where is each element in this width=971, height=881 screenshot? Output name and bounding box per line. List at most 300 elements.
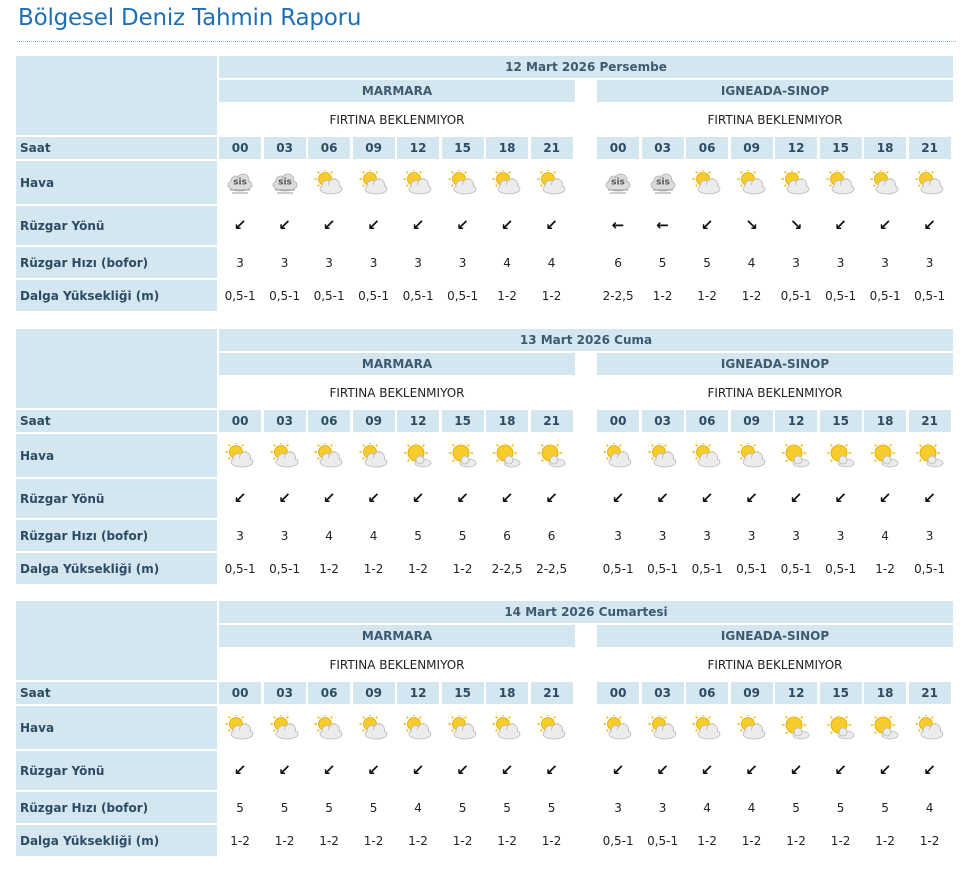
- wind-speed-value: 4: [881, 528, 889, 543]
- sw-arrow-icon: ↙: [322, 489, 336, 507]
- wind-speed-value: 5: [547, 800, 556, 815]
- row-label-spacer: [16, 329, 217, 408]
- wind-direction-cell: [909, 206, 951, 245]
- page-title: Bölgesel Deniz Tahmin Raporu: [18, 5, 362, 31]
- hour-header: 09: [353, 410, 395, 432]
- row-label-spacer: [16, 56, 217, 135]
- wave-height-value: 1-2: [875, 561, 895, 576]
- storm-status: FIRTINA BEKLENMIYOR: [597, 649, 953, 680]
- wave-height-value: 0,5-1: [402, 288, 434, 303]
- partly-cloudy-icon: [597, 434, 639, 477]
- wind-direction-cell: [642, 751, 684, 790]
- wind-direction-cell: [820, 751, 862, 790]
- partly-cloudy-icon: [531, 161, 573, 204]
- region-header: IGNEADA-SINOP: [597, 80, 953, 102]
- sw-arrow-icon: ↙: [322, 216, 336, 234]
- partly-cloudy-icon: [486, 706, 528, 749]
- wind-direction-cell: [597, 206, 639, 245]
- wave-height-value: 0,5-1: [224, 288, 256, 303]
- hour-header: 09: [731, 137, 773, 159]
- hour-header: 15: [442, 410, 484, 432]
- wind-speed-value: 3: [792, 255, 800, 270]
- partly-cloudy-icon: [264, 706, 306, 749]
- hour-header: 06: [308, 137, 350, 159]
- day-date-header: 13 Mart 2026 Cuma: [219, 329, 953, 351]
- wave-height-value: 1-2: [741, 288, 762, 303]
- wind-speed-value: 5: [658, 255, 667, 270]
- wind-direction-cell: [353, 206, 395, 245]
- sw-arrow-icon: ↙: [878, 489, 892, 507]
- mostly-sunny-icon: [864, 434, 906, 477]
- partly-cloudy-icon: [486, 161, 528, 204]
- sw-arrow-icon: ↙: [233, 216, 247, 234]
- wind-direction-cell: [820, 479, 862, 518]
- wave-height-value: 1-2: [830, 833, 851, 848]
- sw-arrow-icon: ↙: [456, 489, 469, 507]
- hour-header: 12: [775, 137, 817, 159]
- wind-speed-value: 4: [747, 800, 756, 815]
- label-saat: Saat: [16, 682, 217, 704]
- wave-height-value: 1-2: [697, 288, 717, 303]
- wave-height-value: 1-2: [497, 288, 517, 303]
- label-ruzgar-hizi: Rüzgar Hızı (bofor): [16, 792, 217, 823]
- mostly-sunny-icon: [820, 434, 862, 477]
- wind-speed-value: 4: [925, 800, 934, 815]
- region-header: IGNEADA-SINOP: [597, 353, 953, 375]
- wind-speed-value: 4: [325, 528, 333, 543]
- wave-height-value: 0,5-1: [736, 561, 768, 576]
- wind-direction-cell: [686, 206, 728, 245]
- wind-direction-cell: [864, 206, 906, 245]
- hour-header: 18: [864, 682, 906, 704]
- wind-speed-value: 4: [414, 800, 422, 815]
- wave-height-value: 0,5-1: [647, 561, 679, 576]
- hour-header: 12: [775, 682, 817, 704]
- wind-speed-value: 4: [547, 255, 556, 270]
- partly-cloudy-icon: [531, 706, 573, 749]
- wind-speed-value: 3: [414, 255, 422, 270]
- sw-arrow-icon: ↙: [834, 216, 847, 234]
- wind-speed-value: 6: [503, 528, 511, 543]
- sw-arrow-icon: ↙: [789, 761, 803, 779]
- sw-arrow-icon: ↙: [500, 761, 514, 779]
- partly-cloudy-icon: [731, 434, 773, 477]
- wave-height-value: 1-2: [452, 561, 473, 576]
- wave-height-value: 0,5-1: [869, 288, 901, 303]
- wave-height-value: 0,5-1: [825, 288, 857, 303]
- wave-height-value: 0,5-1: [602, 833, 634, 848]
- sw-arrow-icon: ↙: [411, 761, 425, 779]
- hour-header: 21: [909, 682, 951, 704]
- hour-header: 06: [308, 682, 350, 704]
- fog-icon: [264, 161, 306, 204]
- hour-header: 09: [731, 682, 773, 704]
- sw-arrow-icon: ↙: [411, 489, 425, 507]
- sw-arrow-icon: ↙: [367, 489, 380, 507]
- wind-direction-cell: [442, 206, 484, 245]
- wave-height-value: 2-2,5: [491, 561, 523, 576]
- hour-header: 15: [820, 137, 862, 159]
- hour-header: 18: [486, 137, 528, 159]
- sw-arrow-icon: ↙: [700, 489, 714, 507]
- hour-header: 12: [775, 410, 817, 432]
- hour-header: 00: [597, 137, 639, 159]
- wind-speed-value: 5: [703, 255, 711, 270]
- sw-arrow-icon: ↙: [923, 761, 936, 779]
- wave-height-value: 1-2: [363, 561, 384, 576]
- hour-header: 21: [909, 410, 951, 432]
- wind-direction-cell: [486, 206, 528, 245]
- hour-header: 03: [264, 137, 306, 159]
- hour-header: 03: [264, 682, 306, 704]
- label-hava: Hava: [16, 706, 217, 749]
- hour-header: 15: [442, 137, 484, 159]
- wind-speed-value: 5: [836, 800, 845, 815]
- sw-arrow-icon: ↙: [923, 216, 936, 234]
- sw-arrow-icon: ↙: [456, 761, 469, 779]
- hour-header: 09: [731, 410, 773, 432]
- hour-header: 18: [864, 137, 906, 159]
- wind-speed-value: 5: [792, 800, 800, 815]
- wind-direction-cell: [308, 479, 350, 518]
- sw-arrow-icon: ↙: [367, 216, 380, 234]
- storm-status: FIRTINA BEKLENMIYOR: [219, 649, 575, 680]
- wind-direction-cell: [642, 479, 684, 518]
- label-hava: Hava: [16, 434, 217, 477]
- wind-direction-cell: [531, 751, 573, 790]
- region-header: MARMARA: [219, 353, 575, 375]
- wave-height-value: 1-2: [230, 833, 250, 848]
- wave-height-value: 1-2: [363, 833, 384, 848]
- wave-height-value: 2-2,5: [536, 561, 568, 576]
- partly-cloudy-icon: [219, 434, 261, 477]
- wind-speed-value: 3: [280, 255, 289, 270]
- label-saat: Saat: [16, 137, 217, 159]
- sw-arrow-icon: ↙: [545, 216, 558, 234]
- label-ruzgar-yonu: Rüzgar Yönü: [16, 206, 217, 245]
- wind-direction-cell: [397, 206, 439, 245]
- wind-speed-value: 3: [369, 255, 378, 270]
- wave-height-value: 1-2: [875, 833, 895, 848]
- wave-height-value: 1-2: [274, 833, 295, 848]
- sw-arrow-icon: ↙: [233, 489, 247, 507]
- svg-text:sis: sis: [655, 177, 670, 187]
- wind-direction-cell: [775, 206, 817, 245]
- wind-direction-cell: [442, 751, 484, 790]
- hour-header: 06: [686, 410, 728, 432]
- sw-arrow-icon: ↙: [611, 489, 625, 507]
- label-ruzgar-yonu: Rüzgar Yönü: [16, 751, 217, 790]
- wave-height-value: 1-2: [741, 833, 762, 848]
- storm-status: FIRTINA BEKLENMIYOR: [219, 104, 575, 135]
- sw-arrow-icon: ↙: [545, 489, 558, 507]
- hour-header: 00: [597, 682, 639, 704]
- hour-header: 09: [353, 682, 395, 704]
- svg-text:sis: sis: [611, 177, 625, 187]
- wave-height-value: 1-2: [319, 833, 339, 848]
- hour-header: 06: [686, 137, 728, 159]
- wind-direction-cell: [731, 206, 773, 245]
- mostly-sunny-icon: [531, 434, 573, 477]
- hour-header: 06: [686, 682, 728, 704]
- wave-height-value: 0,5-1: [269, 561, 301, 576]
- wind-direction-cell: [219, 479, 261, 518]
- mostly-sunny-icon: [775, 706, 817, 749]
- sw-arrow-icon: ↙: [278, 489, 291, 507]
- sw-arrow-icon: ↙: [700, 761, 714, 779]
- hour-header: 18: [486, 682, 528, 704]
- wind-speed-value: 4: [747, 255, 756, 270]
- day-date-header: 12 Mart 2026 Persembe: [219, 56, 953, 78]
- wind-direction-cell: [219, 206, 261, 245]
- hour-header: 00: [219, 137, 261, 159]
- label-dalga-yuksekligi: Dalga Yüksekliği (m): [16, 553, 217, 584]
- sw-arrow-icon: ↙: [834, 761, 847, 779]
- label-ruzgar-hizi: Rüzgar Hızı (bofor): [16, 247, 217, 278]
- partly-cloudy-icon: [597, 706, 639, 749]
- wind-direction-cell: [686, 751, 728, 790]
- label-dalga-yuksekligi: Dalga Yüksekliği (m): [16, 280, 217, 311]
- wind-speed-value: 3: [236, 255, 244, 270]
- wave-height-value: 0,5-1: [647, 833, 679, 848]
- sw-arrow-icon: ↙: [834, 489, 847, 507]
- sw-arrow-icon: ↙: [322, 761, 336, 779]
- wave-height-value: 1-2: [408, 561, 428, 576]
- region-header: MARMARA: [219, 80, 575, 102]
- wave-height-value: 1-2: [497, 833, 517, 848]
- label-saat: Saat: [16, 410, 217, 432]
- wind-direction-cell: [397, 479, 439, 518]
- hour-header: 12: [397, 137, 439, 159]
- svg-text:sis: sis: [233, 177, 247, 187]
- fog-icon: [597, 161, 639, 204]
- wind-direction-cell: [264, 479, 306, 518]
- partly-cloudy-icon: [442, 706, 484, 749]
- hour-header: 06: [308, 410, 350, 432]
- wind-direction-cell: [642, 206, 684, 245]
- wind-direction-cell: [308, 751, 350, 790]
- fog-icon: [642, 161, 684, 204]
- day-date-header: 14 Mart 2026 Cumartesi: [219, 601, 953, 623]
- region-header: IGNEADA-SINOP: [597, 625, 953, 647]
- partly-cloudy-icon: [353, 706, 395, 749]
- partly-cloudy-icon: [731, 706, 773, 749]
- sw-arrow-icon: ↙: [456, 216, 469, 234]
- wind-direction-cell: [486, 479, 528, 518]
- hour-header: 21: [531, 682, 573, 704]
- storm-status: FIRTINA BEKLENMIYOR: [597, 104, 953, 135]
- wind-direction-cell: [264, 206, 306, 245]
- hour-header: 03: [642, 682, 684, 704]
- partly-cloudy-icon: [353, 434, 395, 477]
- partly-cloudy-icon: [731, 161, 773, 204]
- sw-arrow-icon: ↙: [923, 489, 936, 507]
- wind-speed-value: 6: [614, 255, 622, 270]
- wind-direction-cell: [353, 479, 395, 518]
- wind-direction-cell: [442, 479, 484, 518]
- sw-arrow-icon: ↙: [278, 216, 291, 234]
- partly-cloudy-icon: [642, 434, 684, 477]
- wave-height-value: 0,5-1: [224, 561, 256, 576]
- mostly-sunny-icon: [775, 434, 817, 477]
- wind-direction-cell: [731, 751, 773, 790]
- wind-direction-cell: [775, 751, 817, 790]
- storm-status: FIRTINA BEKLENMIYOR: [597, 377, 953, 408]
- wind-speed-value: 3: [325, 255, 333, 270]
- sw-arrow-icon: ↙: [611, 761, 625, 779]
- mostly-sunny-icon: [909, 434, 951, 477]
- row-label-spacer: [16, 601, 217, 680]
- partly-cloudy-icon: [686, 161, 728, 204]
- hour-header: 21: [531, 137, 573, 159]
- wind-speed-value: 3: [925, 528, 934, 543]
- wind-speed-value: 3: [792, 528, 800, 543]
- mostly-sunny-icon: [820, 706, 862, 749]
- se-arrow-icon: ↘: [745, 216, 758, 234]
- wind-speed-value: 3: [836, 528, 845, 543]
- hour-header: 15: [820, 682, 862, 704]
- wave-height-value: 1-2: [652, 288, 673, 303]
- partly-cloudy-icon: [775, 161, 817, 204]
- label-ruzgar-yonu: Rüzgar Yönü: [16, 479, 217, 518]
- wind-direction-cell: [353, 751, 395, 790]
- wind-speed-value: 4: [503, 255, 511, 270]
- partly-cloudy-icon: [219, 706, 261, 749]
- hour-header: 18: [486, 410, 528, 432]
- svg-text:sis: sis: [277, 177, 292, 187]
- fog-icon: [219, 161, 261, 204]
- wind-direction-cell: [909, 479, 951, 518]
- wave-height-value: 1-2: [408, 833, 428, 848]
- partly-cloudy-icon: [909, 706, 951, 749]
- wave-height-value: 0,5-1: [269, 288, 301, 303]
- wind-direction-cell: [486, 751, 528, 790]
- wind-direction-cell: [731, 479, 773, 518]
- label-hava: Hava: [16, 161, 217, 204]
- sw-arrow-icon: ↙: [745, 761, 758, 779]
- region-header: MARMARA: [219, 625, 575, 647]
- partly-cloudy-icon: [442, 161, 484, 204]
- wind-direction-cell: [686, 479, 728, 518]
- wave-height-value: 0,5-1: [358, 288, 390, 303]
- wave-height-value: 0,5-1: [914, 288, 946, 303]
- wind-speed-value: 5: [458, 528, 467, 543]
- day-block: [16, 329, 956, 585]
- partly-cloudy-icon: [353, 161, 395, 204]
- hour-header: 03: [642, 410, 684, 432]
- mostly-sunny-icon: [397, 434, 439, 477]
- wind-speed-value: 3: [236, 528, 244, 543]
- hour-header: 03: [264, 410, 306, 432]
- wind-direction-cell: [597, 479, 639, 518]
- wind-speed-value: 4: [369, 528, 378, 543]
- wind-speed-value: 3: [703, 528, 711, 543]
- sw-arrow-icon: ↙: [411, 216, 425, 234]
- sw-arrow-icon: ↙: [367, 761, 380, 779]
- w-arrow-icon: ←: [656, 216, 669, 234]
- sw-arrow-icon: ↙: [500, 216, 514, 234]
- wave-height-value: 2-2,5: [602, 288, 634, 303]
- day-block: [16, 601, 956, 857]
- wave-height-value: 0,5-1: [780, 561, 812, 576]
- sw-arrow-icon: ↙: [545, 761, 558, 779]
- wind-direction-cell: [909, 751, 951, 790]
- hour-header: 03: [642, 137, 684, 159]
- wind-speed-value: 3: [614, 528, 622, 543]
- wind-direction-cell: [864, 751, 906, 790]
- wind-speed-value: 3: [881, 255, 889, 270]
- mostly-sunny-icon: [864, 706, 906, 749]
- wave-height-value: 0,5-1: [691, 561, 723, 576]
- wind-direction-cell: [219, 751, 261, 790]
- title-divider: [17, 41, 956, 42]
- hour-header: 21: [531, 410, 573, 432]
- label-ruzgar-hizi: Rüzgar Hızı (bofor): [16, 520, 217, 551]
- partly-cloudy-icon: [397, 706, 439, 749]
- wind-speed-value: 4: [703, 800, 711, 815]
- wind-direction-cell: [820, 206, 862, 245]
- partly-cloudy-icon: [686, 434, 728, 477]
- sw-arrow-icon: ↙: [700, 216, 714, 234]
- hour-header: 18: [864, 410, 906, 432]
- wind-speed-value: 3: [658, 528, 667, 543]
- wind-direction-cell: [531, 479, 573, 518]
- wind-speed-value: 3: [836, 255, 845, 270]
- wind-speed-value: 5: [369, 800, 378, 815]
- wind-speed-value: 3: [658, 800, 667, 815]
- w-arrow-icon: ←: [611, 216, 625, 234]
- wind-direction-cell: [308, 206, 350, 245]
- hour-header: 00: [219, 682, 261, 704]
- wave-height-value: 0,5-1: [313, 288, 345, 303]
- hour-header: 00: [219, 410, 261, 432]
- wave-height-value: 1-2: [541, 288, 562, 303]
- storm-status: FIRTINA BEKLENMIYOR: [219, 377, 575, 408]
- wind-speed-value: 3: [280, 528, 289, 543]
- wind-speed-value: 3: [458, 255, 467, 270]
- wind-speed-value: 5: [236, 800, 244, 815]
- wind-speed-value: 5: [503, 800, 511, 815]
- wind-speed-value: 5: [881, 800, 889, 815]
- wave-height-value: 1-2: [541, 833, 562, 848]
- wind-direction-cell: [531, 206, 573, 245]
- wave-height-value: 1-2: [452, 833, 473, 848]
- wind-speed-value: 5: [325, 800, 333, 815]
- sw-arrow-icon: ↙: [656, 489, 669, 507]
- mostly-sunny-icon: [442, 434, 484, 477]
- hour-header: 09: [353, 137, 395, 159]
- sw-arrow-icon: ↙: [745, 489, 758, 507]
- hour-header: 12: [397, 410, 439, 432]
- wind-speed-value: 3: [614, 800, 622, 815]
- hour-header: 21: [909, 137, 951, 159]
- wave-height-value: 0,5-1: [825, 561, 857, 576]
- sw-arrow-icon: ↙: [789, 489, 803, 507]
- wave-height-value: 1-2: [786, 833, 806, 848]
- day-block: [16, 56, 956, 312]
- partly-cloudy-icon: [909, 161, 951, 204]
- wind-speed-value: 5: [458, 800, 467, 815]
- wind-direction-cell: [264, 751, 306, 790]
- wave-height-value: 0,5-1: [602, 561, 634, 576]
- label-dalga-yuksekligi: Dalga Yüksekliği (m): [16, 825, 217, 856]
- partly-cloudy-icon: [264, 434, 306, 477]
- wave-height-value: 0,5-1: [447, 288, 479, 303]
- partly-cloudy-icon: [308, 706, 350, 749]
- hour-header: 15: [820, 410, 862, 432]
- wave-height-value: 1-2: [919, 833, 940, 848]
- wind-speed-value: 3: [747, 528, 756, 543]
